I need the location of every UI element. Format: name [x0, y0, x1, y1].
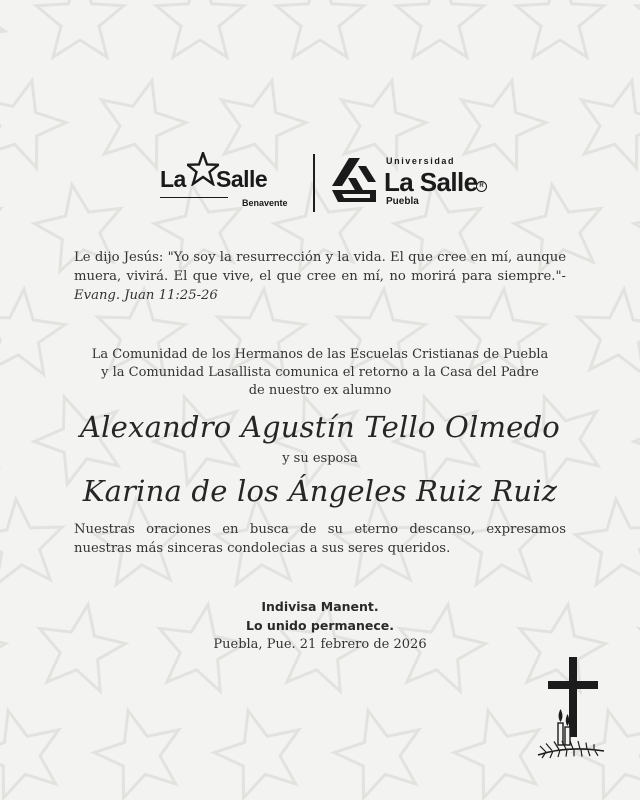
- deceased-name-spouse: Karina de los Ángeles Ruiz Ruiz: [82, 474, 558, 508]
- quote-text: Le dijo Jesús: "Yo soy la resurrección y la vida. El que cree en mí, aunque muera, vivirá. El que vive, el que cree en mí, no morirá para siempre."-: [74, 250, 566, 284]
- place-date: Puebla, Pue. 21 febrero de 2026: [213, 637, 427, 652]
- lasalle-benavente-logo: [160, 152, 295, 212]
- logo-underline: [160, 197, 228, 198]
- joiner-text: y su esposa: [282, 451, 358, 466]
- logo-puebla-label: Puebla: [386, 196, 419, 207]
- cross-with-candles-icon: [532, 655, 612, 767]
- star-icon: [187, 152, 219, 186]
- announcement-line: y la Comunidad Lasallista comunica el retorno a la Casa del Padre: [101, 365, 539, 380]
- logo-divider: [313, 154, 315, 212]
- logo-word-la: La: [160, 166, 186, 192]
- condolence-message: Nuestras oraciones en busca de su eterno descanso, expresamos nuestras más sinceras condolecias a sus seres queridos.: [74, 522, 566, 556]
- announcement-line: La Comunidad de los Hermanos de las Escuelas Cristianas de Puebla: [91, 347, 549, 362]
- deceased-name-primary: Alexandro Agustín Tello Olmedo: [80, 410, 560, 444]
- motto-spanish: Lo unido permanece.: [246, 618, 394, 633]
- announcement-line: de nuestro ex alumno: [248, 383, 392, 398]
- scripture-quote: [74, 248, 566, 305]
- motto-latin: Indivisa Manent.: [261, 599, 379, 614]
- logo-universidad-label: Universidad: [386, 156, 456, 166]
- logo-lasalle-wordmark: La Salle: [384, 167, 478, 197]
- universidad-lasalle-puebla-logo: [330, 152, 490, 214]
- lasalle-mark-icon: [330, 156, 378, 204]
- quote-citation: Evang. Juan 11:25-26: [74, 288, 218, 303]
- announcement: [40, 346, 600, 400]
- logo-word-salle: Salle: [216, 166, 268, 192]
- registered-mark: R: [476, 181, 487, 192]
- logo-subtitle-benavente: Benavente: [242, 198, 288, 208]
